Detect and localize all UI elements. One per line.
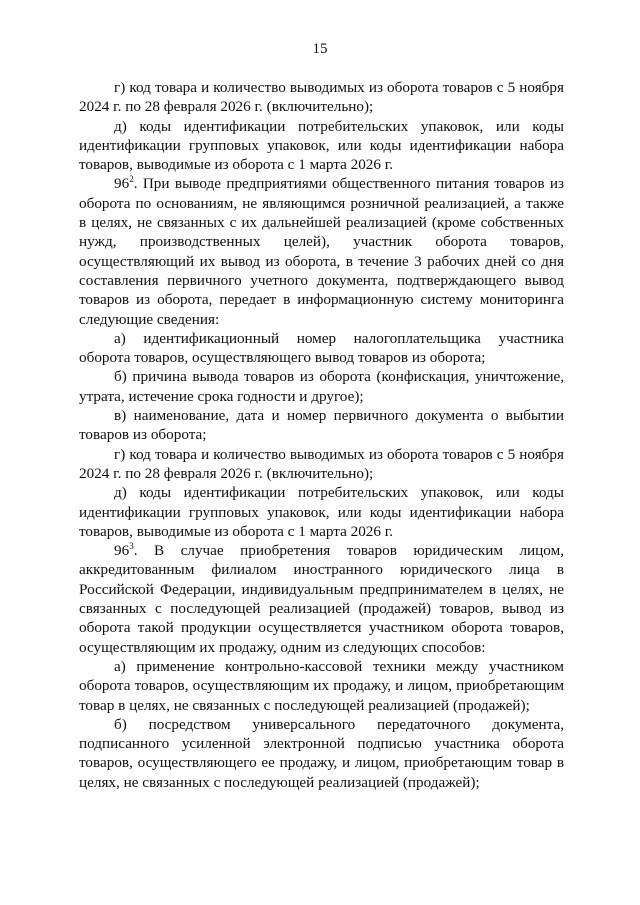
paragraph-section-96-3: [79, 541, 564, 657]
paragraph-text: в) наименование, дата и номер первичного документа о выбытии товаров из оборота;: [79, 407, 564, 444]
section-number: 96: [114, 175, 130, 193]
paragraph-text: б) посредством универсального передаточного документа, подписанного усиленной электронной подписью участника оборота товаров, осуществляющего ее продажу, и лицом, приобретающим товар в целях, не связанных с последующей реализацией (продажей);: [79, 715, 564, 791]
paragraph-item-g: [79, 78, 564, 117]
paragraph-text: а) идентификационный номер налогоплательщика участника оборота товаров, осуществляющего вывод товаров из оборота;: [79, 329, 564, 367]
paragraph-item-a: [79, 657, 564, 715]
paragraph-item-d: [79, 117, 564, 175]
paragraph-text: . При выводе предприятиями общественного питания товаров из оборота по основаниям, не являющимся розничной реализацией, а также в целях, не связанных с их дальнейшей реализацией (кроме собственных нужд, производственных целей), участник оборота товаров, осуществляющий их вывод из оборота, в течение 3 рабочих дней со дня составления первичного учетного документа, подтверждающего вывод товаров из оборота, передает в информационную систему мониторинга следующие сведения:: [79, 175, 564, 328]
paragraph-item-d: [79, 483, 564, 541]
paragraph-text: д) коды идентификации потребительских упаковок, или коды идентификации групповых упаковок, или коды идентификации набора товаров, выводимые из оборота с 1 марта 2026 г.: [79, 484, 564, 540]
section-superscript: 2: [129, 174, 134, 185]
paragraph-item-b: [79, 367, 564, 406]
paragraph-item-a: [79, 329, 564, 368]
page-number: 15: [312, 41, 328, 57]
paragraph-text: . В случае приобретения товаров юридическим лицом, аккредитованным филиалом иностранного юридического лица в Российской Федерации, индивидуальным предпринимателем в целях, не связанных с последующей реализацией (продажей) товаров, вывод из оборота такой продукции осуществляется участником оборота товаров, осуществляющим их продажу, одним из следующих способов:: [79, 542, 564, 656]
paragraph-text: а) применение контрольно-кассовой техники между участником оборота товаров, осуществляющим их продажу, и лицом, приобретающим товар в целях, не связанных с последующей реализацией (продажей);: [79, 657, 564, 714]
paragraph-item-g: [79, 445, 564, 484]
paragraph-item-v: [79, 406, 564, 445]
paragraph-text: г) код товара и количество выводимых из оборота товаров с 5 ноября 2024 г. по 28 февраля 2026 г. (включительно);: [79, 445, 564, 482]
document-body: [79, 78, 564, 792]
paragraph-section-96-2: [79, 174, 564, 328]
paragraph-text: д) коды идентификации потребительских упаковок, или коды идентификации групповых упаковок, или коды идентификации набора товаров, выводимые из оборота с 1 марта 2026 г.: [79, 117, 564, 174]
section-superscript: 3: [129, 541, 134, 552]
section-number: 96: [114, 542, 130, 560]
paragraph-text: г) код товара и количество выводимых из оборота товаров с 5 ноября 2024 г. по 28 февраля 2026 г. (включительно);: [79, 79, 564, 116]
paragraph-text: б) причина вывода товаров из оборота (конфискация, уничтожение, утрата, истечение срока годности и другое);: [79, 368, 564, 405]
paragraph-item-b: [79, 715, 564, 792]
